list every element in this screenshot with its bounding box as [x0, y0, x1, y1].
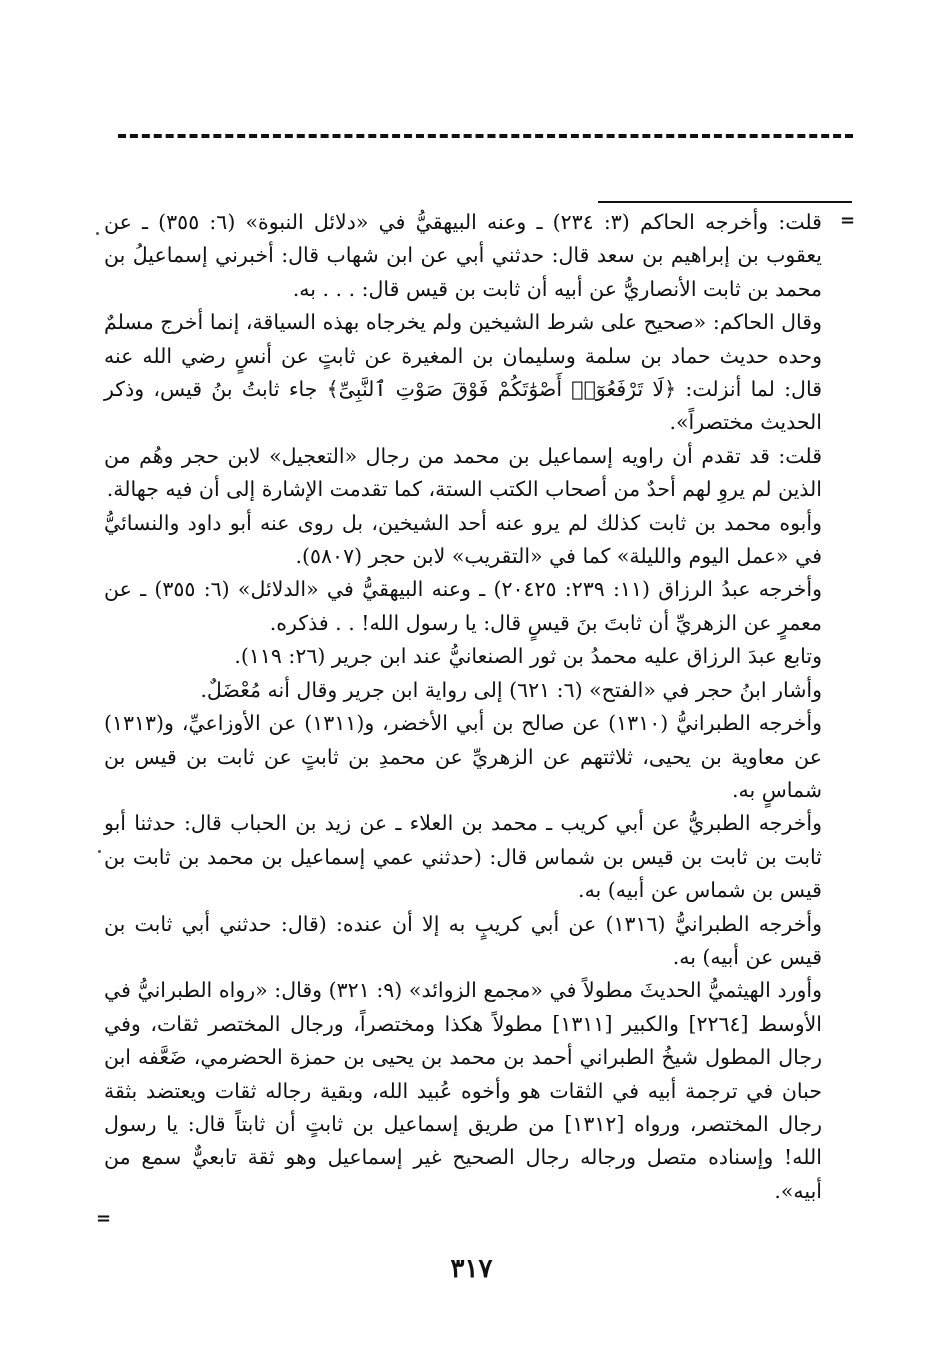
dashed-separator [118, 134, 853, 138]
footnote-paragraph: قلت: وأخرجه الحاكم (٣: ٢٣٤) ـ وعنه البيهقيُّ في «دلائل النبوة» (٦: ٣٥٥) ـ عن يعقوب بن إبراهيم بن سعد قال: حدثني أبي عن ابن شهاب قال: أخبرني إسماعيلُ بن محمد بن ثابت الأنصاريُّ عن أبيه أن ثابت بن قيس قال: . . . به. [104, 210, 822, 301]
margin-speck [98, 850, 101, 853]
footnote-paragraph: وأخرجه الطبرانيُّ (١٣١٦) عن أبي كريبٍ به إلا أن عنده: (قال: حدثني أبي ثابت بن قيس عن أبيه) به. [104, 911, 822, 969]
footnote-paragraph: وأخرجه الطبريُّ عن أبي كريب ـ محمد بن العلاء ـ عن زيد بن الحباب قال: حدثنا أبو ثابت بن ثابت بن قيس بن شماس قال: (حدثني عمي إسماعيل بن محمد بن ثابت بن قيس بن شماس عن أبيه) به. [104, 811, 822, 903]
margin-speck [96, 232, 99, 235]
footnote-rule [598, 201, 852, 203]
footnote-paragraph: وأخرجه عبدُ الرزاق (١١: ٢٣٩: ٢٠٤٢٥) ـ وعنه البيهقيُّ في «الدلائل» (٦: ٣٥٥) ـ عن معمرٍ عن الزهريِّ أن ثابتَ بنَ قيسٍ قال: يا رسول الله! . . فذكره. [104, 577, 822, 635]
page-number: ٣١٧ [450, 1254, 493, 1284]
continuation-mark-top: = [840, 210, 856, 231]
footnotes-body [104, 206, 822, 1208]
footnote-paragraph: وأبوه محمد بن ثابت كذلك لم يرو عنه أحد الشيخين، بل روى عنه أبو داود والنسائيُّ في «عمل اليوم والليلة» كما في «التقريب» لابن حجر (٥٨٠٧). [104, 510, 822, 569]
footnote-paragraph: وقال الحاكم: «صحيح على شرط الشيخين ولم يخرجاه بهذه السياقة، إنما أخرج مسلمٌ وحده حديث حماد بن سلمة وسليمان بن المغيرة عن ثابتٍ عن أنسٍ رضي الله عنه قال: لما أنزلت: ﴿لَا تَرْفَعُوٓا۟ أَصْوَٰتَكُمْ فَوْقَ صَوْتِ ٱلنَّبِىِّ﴾ جاء ثابتُ بنُ قيس، وذكر الحديث مختصراً». [104, 310, 822, 435]
footnote-paragraph: وأورد الهيثميُّ الحديثَ مطولاً في «مجمع الزوائد» (٩: ٣٢١) وقال: «رواه الطبرانيُّ في الأوسط [٢٢٦٤] والكبير [١٣١١] مطولاً هكذا ومختصراً، ورجال المختصر ثقات، وفي رجال المطول شيخُ الطبراني أحمد بن محمد بن يحيى بن حمزة الحضرمي، ضَعَّفه ابن حبان في ترجمة أبيه في الثقات هو وأخوه عُبيد الله، وبقية رجاله ثقات ويعتضد بثقة رجال المختصر، ورواه [١٣١٢] من طريق إسماعيل بن ثابتٍ أن ثابتاً قال: يا رسول الله! وإسناده متصل ورجاله رجال الصحيح غير إسماعيل وهو ثقة تابعيٌّ سمع من أبيه». [104, 978, 823, 1203]
footnote-paragraph: وأخرجه الطبرانيُّ (١٣١٠) عن صالح بن أبي الأخضر، و(١٣١١) عن الأوزاعيِّ، و(١٣١٣) عن معاوية بن يحيى، ثلاثتهم عن الزهريِّ عن محمدِ بن ثابتٍ عن ثابت بن قيس بن شماسٍ به. [104, 711, 822, 802]
footnote-paragraph: وتابع عبدَ الرزاق عليه محمدُ بن ثور الصنعانيُّ عند ابن جرير (٢٦: ١١٩). [234, 644, 822, 669]
continuation-mark-bottom: = [96, 1208, 112, 1229]
footnote-paragraph: قلت: قد تقدم أن راويه إسماعيل بن محمد من رجال «التعجيل» لابن حجر وهُم من الذين لم يروِ لهم أحدٌ من أصحاب الكتب الستة، كما تقدمت الإشارة إلى أن فيه جهالة. [104, 443, 822, 502]
footnote-paragraph: وأشار ابنُ حجر في «الفتح» (٦: ٦٢١) إلى رواية ابن جرير وقال أنه مُعْضَلٌ. [200, 677, 822, 702]
